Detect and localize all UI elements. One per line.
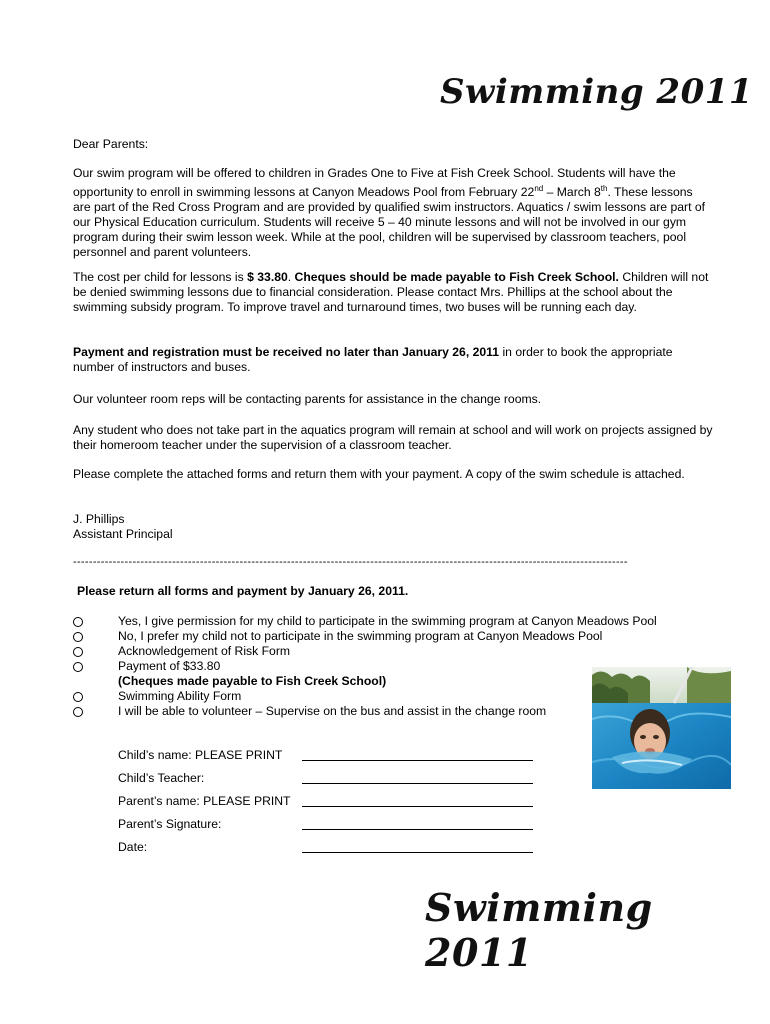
paragraph-text: in order to book the appropriate number of instructors and buses. [73, 345, 673, 374]
paragraph-forms: Please complete the attached forms and return them with your payment. A copy of the swim schedule is attached. [73, 467, 685, 481]
paragraph-nonparticipants: Any student who does not take part in the aquatics program will remain at school and will work on projects assigned by their homeroom teacher under the supervision of a classroom teacher. [73, 423, 713, 452]
paragraph-program [73, 166, 713, 260]
checklist-item-permission-yes[interactable] [73, 614, 657, 629]
checklist-note-cheques [73, 674, 593, 689]
checklist-item-volunteer[interactable] [73, 704, 593, 719]
footer-title: Swimming 2011 [425, 885, 653, 975]
swimmer-photo-image [592, 667, 731, 789]
field-label: Child’s name: PLEASE PRINT [118, 748, 283, 762]
checklist-item-permission-no[interactable] [73, 629, 603, 644]
superscript: nd [534, 184, 544, 193]
checklist-item-payment[interactable] [73, 659, 593, 674]
checklist-note: (Cheques made payable to Fish Creek School) [118, 674, 387, 688]
parent-name-input[interactable] [302, 806, 533, 807]
field-label: Child’s Teacher: [118, 771, 205, 785]
superscript: th [600, 184, 608, 193]
radio-circle-icon[interactable] [73, 662, 83, 672]
paragraph-text: Children will not be denied swimming lessons due to financial consideration. Please contact Mrs. Phillips at the school about the swimming subsidy program. To improve travel and turnaround times, two buses will be running each day. [73, 270, 709, 314]
checklist-label: Swimming Ability Form [118, 689, 242, 703]
page-title: Swimming 2011 [440, 72, 754, 112]
checklist-label: Acknowledgement of Risk Form [118, 644, 291, 658]
checklist-item-ability-form[interactable] [73, 689, 593, 704]
paragraph-deadline [73, 345, 713, 375]
tear-off-divider: -------------------------------------------------------------------------------------------------------------------------------------------- [73, 556, 628, 568]
signature-name: J. Phillips [73, 512, 125, 526]
paragraph-text: . These lessons are part of the Red Cross Program and are provided by qualified swim instructors. Aquatics / swim lessons are part of our Physical Education curriculum. Students will receive 5 – 40 minute lessons and will not be involved in our gym program during their swim lesson week. While at the pool, children will be supervised by classroom teachers, pool personnel and parent volunteers. [73, 185, 705, 260]
deadline-text: Payment and registration must be received no later than January 26, 2011 [73, 345, 500, 359]
signature-block [73, 512, 713, 542]
checklist-label: No, I prefer my child not to participate in the swimming program at Canyon Meadows Pool [118, 629, 603, 643]
cost-amount: $ 33.80 [247, 270, 288, 284]
checklist [73, 614, 657, 719]
radio-circle-icon[interactable] [73, 647, 83, 657]
paragraph-cost [73, 270, 713, 315]
paragraph-text: The cost per child for lessons is [73, 270, 248, 284]
checklist-label: Yes, I give permission for my child to participate in the swimming program at Canyon Meadows Pool [118, 614, 657, 628]
field-label: Parent’s Signature: [118, 817, 222, 831]
return-heading: Please return all forms and payment by January 26, 2011. [77, 584, 409, 598]
field-label: Parent’s name: PLEASE PRINT [118, 794, 291, 808]
paragraph-text: Our swim program will be offered to children in Grades One to Five at Fish Creek School. Students will have the opportunity to enroll in swimming lessons at Canyon Meadows Pool from February 22 [73, 166, 676, 200]
child-teacher-input[interactable] [302, 783, 533, 784]
child-name-input[interactable] [302, 760, 533, 761]
signature-title: Assistant Principal [73, 527, 173, 541]
date-input[interactable] [302, 852, 533, 853]
checklist-label: Payment of $33.80 [118, 659, 221, 673]
parent-signature-input[interactable] [302, 829, 533, 830]
swimmer-photo [592, 667, 731, 789]
radio-circle-icon[interactable] [73, 617, 83, 627]
radio-circle-icon[interactable] [73, 707, 83, 717]
paragraph-volunteers: Our volunteer room reps will be contacting parents for assistance in the change rooms. [73, 392, 542, 406]
checklist-item-risk-form[interactable] [73, 644, 593, 659]
checklist-label: I will be able to volunteer – Supervise on the bus and assist in the change room [118, 704, 547, 718]
radio-circle-icon[interactable] [73, 692, 83, 702]
radio-circle-icon[interactable] [73, 632, 83, 642]
salutation: Dear Parents: [73, 137, 149, 151]
paragraph-text: . [287, 270, 295, 284]
field-label: Date: [118, 840, 148, 854]
paragraph-text: – March 8 [543, 185, 601, 200]
cheques-note: Cheques should be made payable to Fish Creek School. [294, 270, 619, 284]
